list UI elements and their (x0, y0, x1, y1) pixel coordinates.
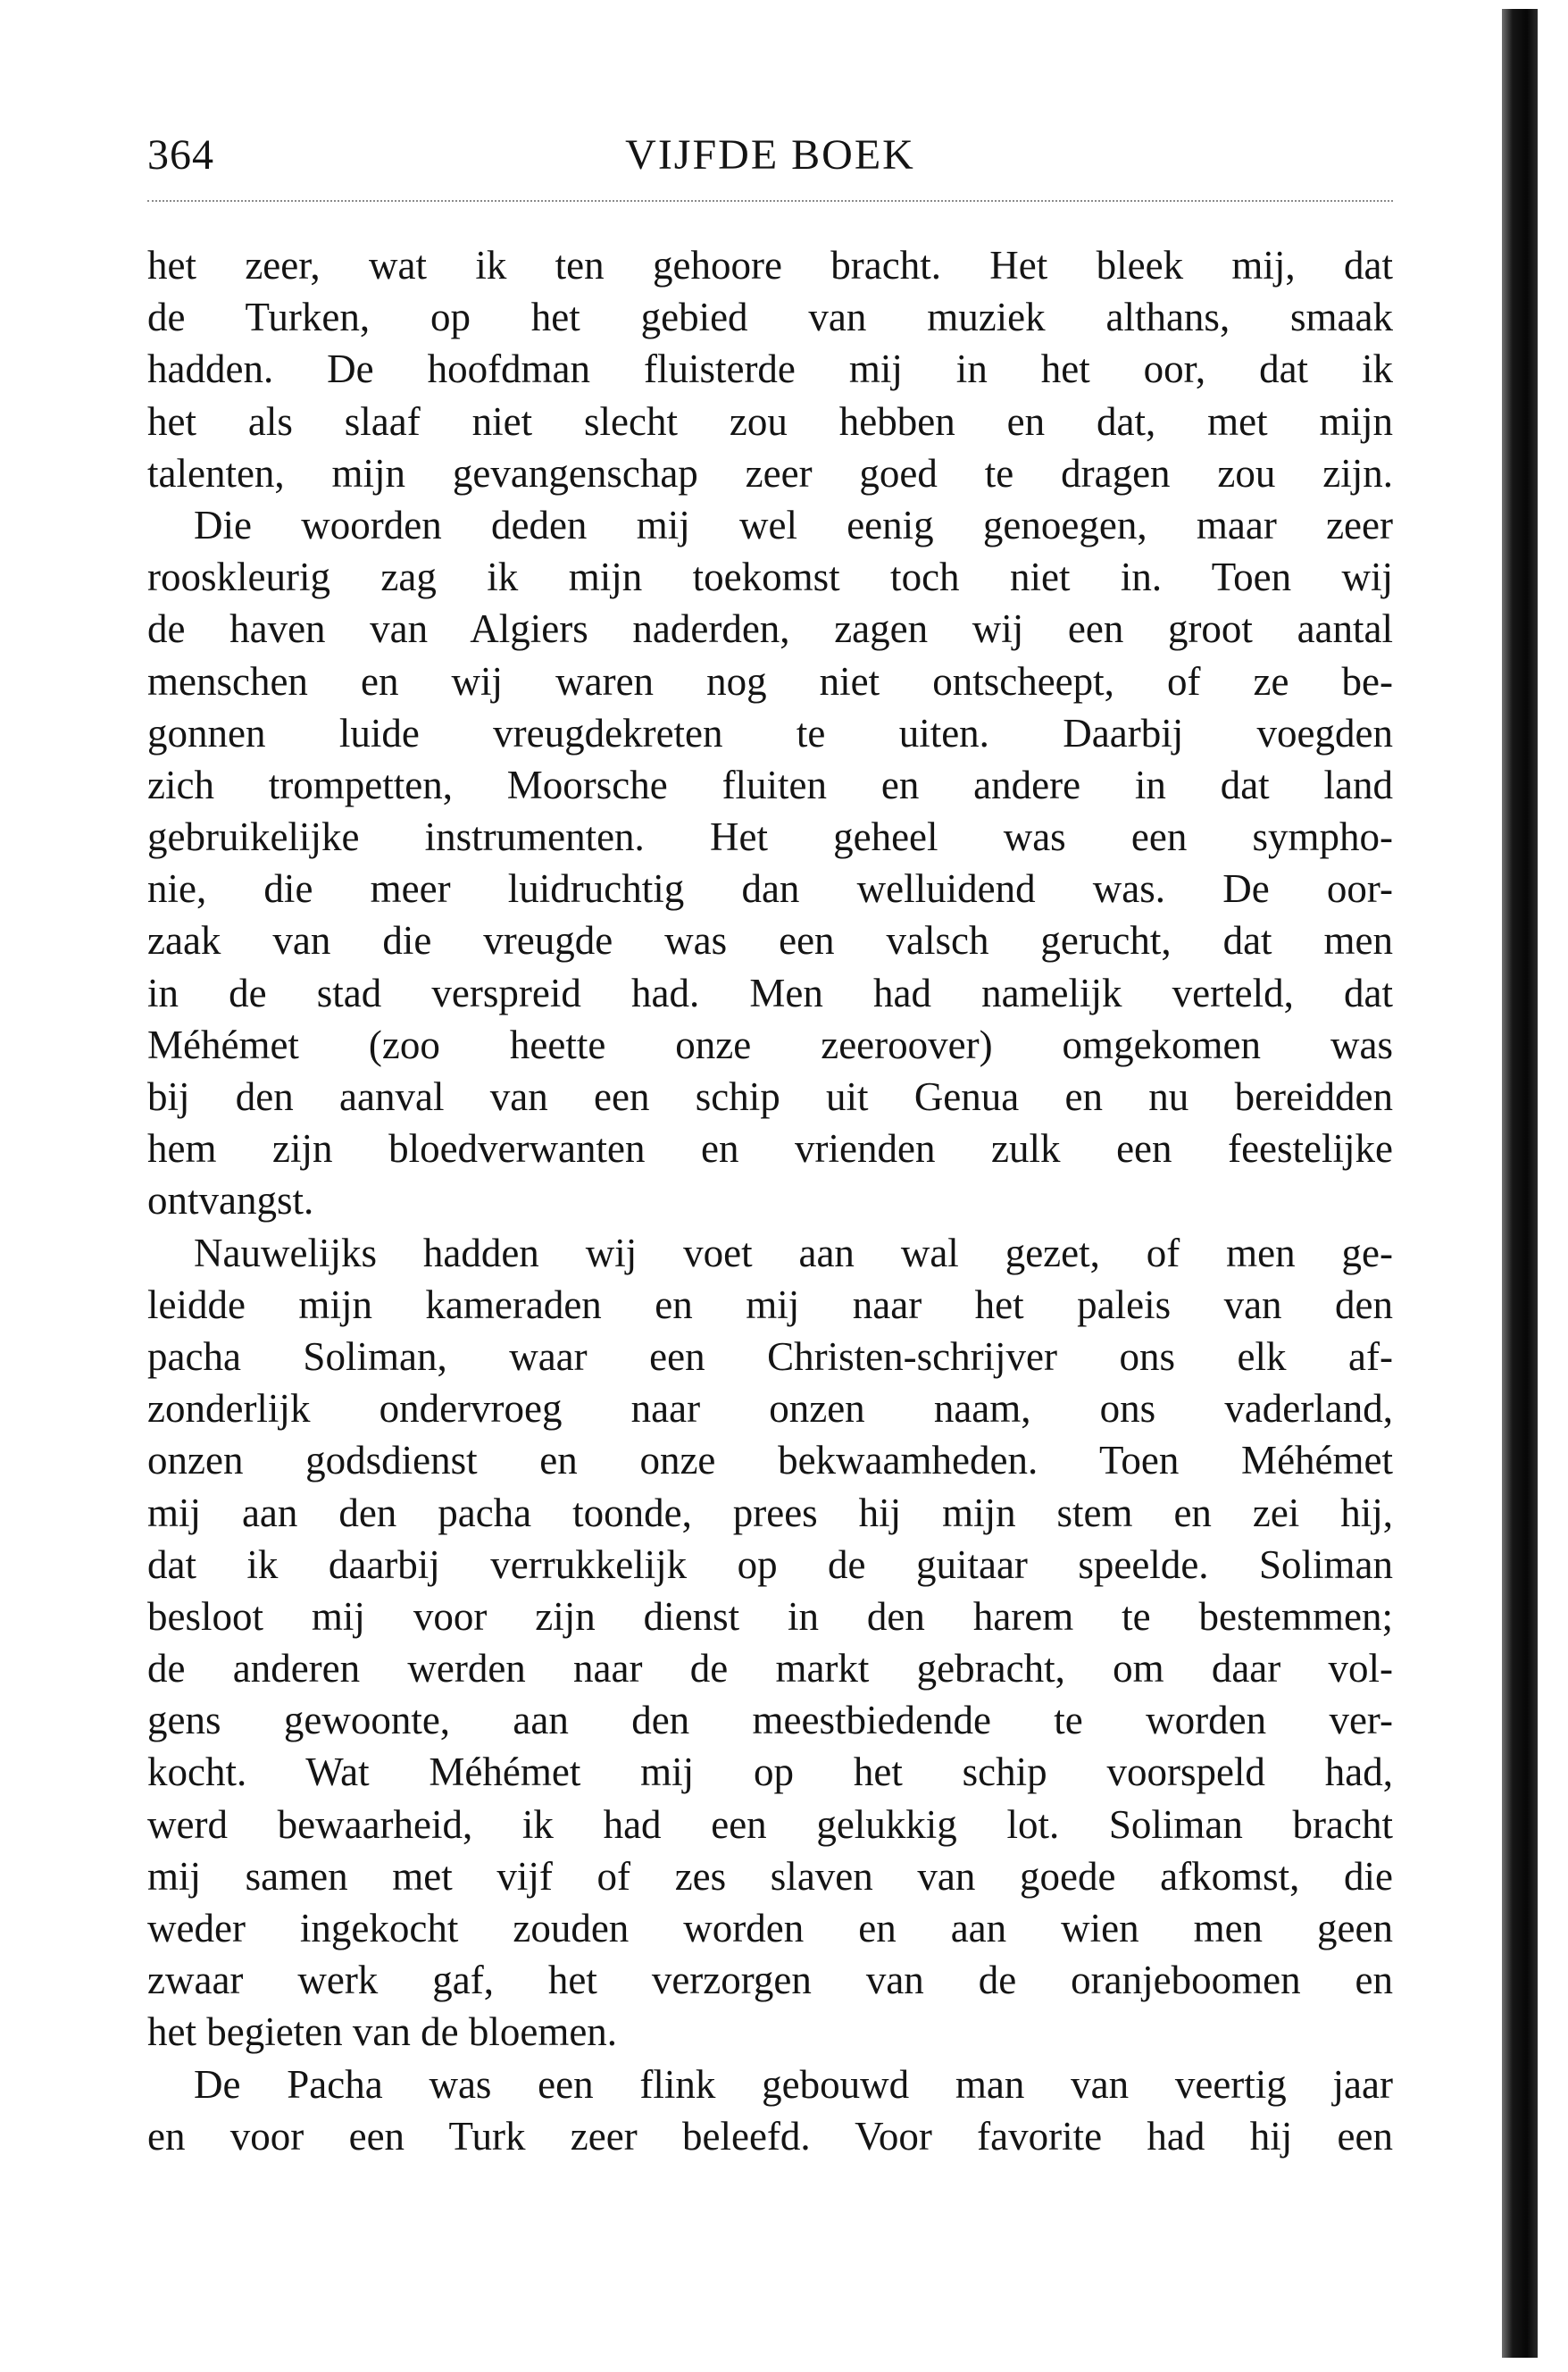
text-line: gonnen luide vreugdekreten te uiten. Daarbij voegden (147, 710, 1393, 756)
text-line: zich trompetten, Moorsche fluiten en andere in dat land (147, 762, 1393, 807)
text-line: in de stad verspreid had. Men had namelijk verteld, dat (147, 970, 1393, 1015)
text-line: Méhémet (zoo heette onze zeeroover) omgekomen was (147, 1022, 1393, 1067)
text-line: dat ik daarbij verrukkelijk op de guitaar speelde. Soliman (147, 1541, 1393, 1587)
text-line: zaak van die vreugde was een valsch gerucht, dat men (147, 918, 1393, 964)
text-line: de anderen werden naar de markt gebracht, om daar vol- (147, 1646, 1393, 1691)
text-line: werd bewaarheid, ik had een gelukkig lot. Soliman bracht (147, 1801, 1393, 1847)
text-line: leidde mijn kameraden en mij naar het paleis van den (147, 1282, 1393, 1327)
paragraph-end-line: ontvangst. (147, 1178, 314, 1224)
body-text (147, 239, 1393, 2162)
text-line: gens gewoonte, aan den meestbiedende te worden ver- (147, 1698, 1393, 1743)
paragraph-start-line: Die woorden deden mij wel eenig genoegen, maar zeer (194, 502, 1393, 547)
text-line: talenten, mijn gevangenschap zeer goed te dragen zou zijn. (147, 450, 1393, 496)
text-line: hem zijn bloedverwanten en vrienden zulk een feestelijke (147, 1126, 1393, 1172)
text-line: menschen en wij waren nog niet ontscheept, of ze be- (147, 658, 1393, 704)
text-line: bij den aanval van een schip uit Genua en nu bereidden (147, 1074, 1393, 1119)
text-line: en voor een Turk zeer beleefd. Voor favorite had hij een (147, 2113, 1393, 2159)
text-line: de Turken, op het gebied van muziek althans, smaak (147, 295, 1393, 340)
paragraph-start-line: De Pacha was een flink gebouwd man van veertig jaar (194, 2061, 1393, 2107)
text-line: zwaar werk gaf, het verzorgen van de oranjeboomen en (147, 1958, 1393, 2003)
text-line: rooskleurig zag ik mijn toekomst toch niet in. Toen wij (147, 555, 1393, 600)
header-rule (147, 200, 1393, 202)
text-line: zonderlijk ondervroeg naar onzen naam, ons vaderland, (147, 1386, 1393, 1432)
text-line: weder ingekocht zouden worden en aan wien men geen (147, 1906, 1393, 1950)
text-line: pacha Soliman, waar een Christen-schrijver ons elk af- (147, 1333, 1393, 1379)
text-line: kocht. Wat Méhémet mij op het schip voorspeld had, (147, 1750, 1393, 1795)
text-line: nie, die meer luidruchtig dan welluidend was. De oor- (147, 866, 1393, 912)
paragraph-start-line: Nauwelijks hadden wij voet aan wal gezet, of men ge- (194, 1230, 1393, 1275)
running-title: VIJFDE BOEK (625, 131, 915, 179)
text-line: mij aan den pacha toonde, prees hij mijn stem en zei hij, (147, 1490, 1393, 1535)
page-header (147, 121, 1393, 184)
text-line: gebruikelijke instrumenten. Het geheel was een sympho- (147, 814, 1393, 860)
paragraph-end-line: het begieten van de bloemen. (147, 2009, 618, 2055)
text-line: hadden. De hoofdman fluisterde mij in het oor, dat ik (147, 347, 1393, 392)
text-line: het als slaaf niet slecht zou hebben en dat, met mijn (147, 398, 1393, 444)
text-line: het zeer, wat ik ten gehoore bracht. Het bleek mij, dat (147, 243, 1393, 288)
text-line: onzen godsdienst en onze bekwaamheden. Toen Méhémet (147, 1438, 1393, 1483)
text-line: mij samen met vijf of zes slaven van goede afkomst, die (147, 1853, 1393, 1899)
scanned-page-edge (1502, 9, 1538, 2358)
text-line: de haven van Algiers naderden, zagen wij een groot aantal (147, 606, 1393, 652)
text-line: besloot mij voor zijn dienst in den harem te bestemmen; (147, 1593, 1393, 1639)
page-number: 364 (147, 131, 214, 179)
